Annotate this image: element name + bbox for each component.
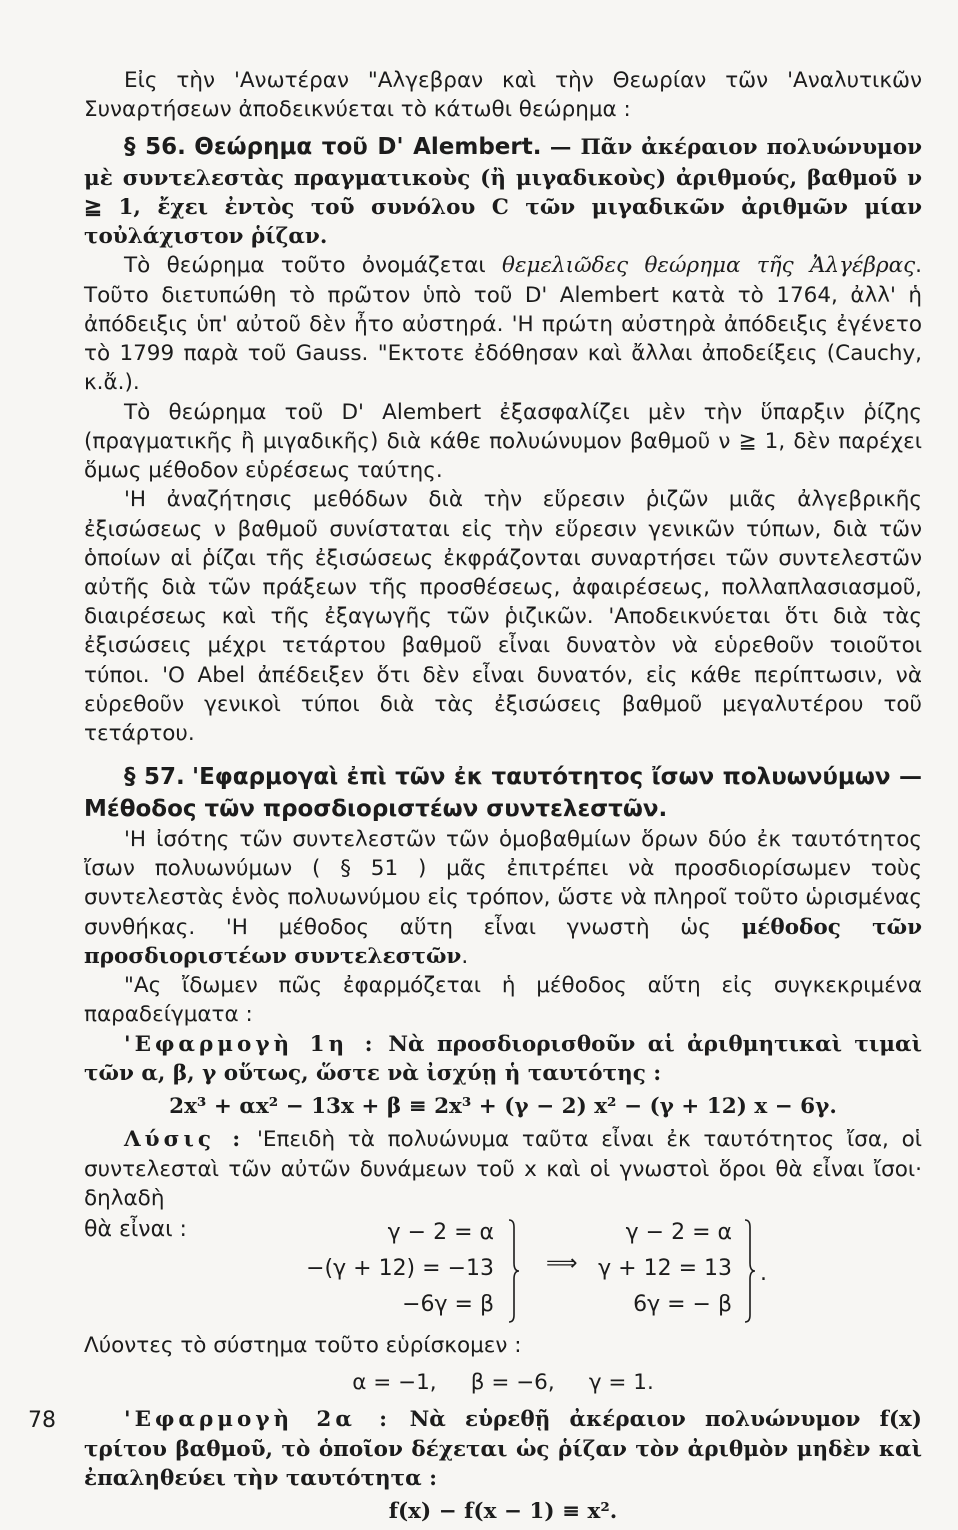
section-56-statement: — Πᾶν ἀκέραιον πολυώνυμον μὲ συντελεστὰς πραγματικοὺς (ἢ μιγαδικοὺς) ἀριθμούς, βαθμοῦ ν ≧ 1, ἔχει ἐντὸς τοῦ συνόλου C τῶν μιγαδικῶν ἀριθμῶν μίαν τοὐλάχιστον ῥίζαν. bbox=[84, 135, 922, 250]
s56-p1-text-a: Τὸ θεώρημα τοῦτο ὀνομάζεται bbox=[124, 253, 503, 279]
s56-p1-italic: θεμελιῶδες θεώρημα τῆς Ἀλγέβρας bbox=[502, 253, 916, 279]
application-2-label: 'Εφαρμογὴ 2α : bbox=[124, 1407, 392, 1433]
solving-text: Λύοντες τὸ σύστημα τοῦτο εὑρίσκομεν : bbox=[84, 1333, 522, 1358]
section-57-number: § 57. bbox=[124, 764, 185, 791]
s57-p1-text-a: 'Η ἰσότης τῶν συντελεστῶν τῶν ὁμοβαθμίων ὅρων δύο ἐκ ταυτότητος ἴσων πολυωνύμων ( § 51 ) μᾶς ἐπιτρέπει νὰ προσδιορίσωμεν τοὺς συντελεστὰς ἑνὸς πολυωνύμου εἰς τρόπον, ὥστε νὰ πληροῖ τοῦτο ὡρισμένας συνθήκας. 'Η μέθοδος αὕτη εἶναι γνωστὴ ὡς bbox=[84, 826, 922, 940]
intro-paragraph: Εἰς τὴν 'Ανωτέραν "Αλγεβραν καὶ τὴν Θεωρίαν τῶν 'Αναλυτικῶν Συναρτήσεων ἀποδεικνύεται τὸ κάτωθι θεώρημα : bbox=[84, 68, 922, 123]
application-1-text: Νὰ προσδιορισθοῦν αἱ ἀριθμητικαὶ τιμαὶ τῶν α, β, γ οὕτως, ὥστε νὰ ἰσχύῃ ἡ ταυτότης : bbox=[84, 1031, 922, 1086]
application-2-formula: f(x) − f(x − 1) ≡ x². bbox=[388, 1499, 618, 1525]
application-1 bbox=[84, 1030, 922, 1088]
equation-system bbox=[84, 1215, 922, 1327]
s57-p1-text-b: . bbox=[461, 943, 469, 969]
section-57-paragraph-2: "Ας ἴδωμεν πῶς ἐφαρμόζεται ἡ μέθοδος αὕτη εἰς συγκεκριμένα παραδείγματα : bbox=[84, 973, 922, 1028]
section-56-number: § 56. bbox=[124, 134, 186, 161]
right-eq-2: γ + 12 = 13 bbox=[598, 1256, 732, 1281]
s56-p1-text-b: . Τοῦτο διετυπώθη τὸ πρῶτον ὑπὸ τοῦ D' Alembert κατὰ τὸ 1764, ἀλλ' ἡ ἀπόδειξις ὑπ' αὐτοῦ δὲν ἦτο αὐστηρά. 'Η πρώτη αὐστηρὰ ἀπόδειξις ἐγένετο τὸ 1799 παρὰ τοῦ Gauss. "Εκτοτε ἐδόθησαν καὶ ἄλλαι ἀποδείξεις (Cauchy, κ.ἄ.). bbox=[84, 253, 923, 396]
right-eq-1: γ − 2 = α bbox=[625, 1220, 732, 1245]
system-end-dot: . bbox=[760, 1261, 767, 1286]
section-57-heading bbox=[84, 762, 922, 825]
right-brace-left bbox=[508, 1219, 520, 1323]
section-56-title: Θεώρημα τοῦ D' Alembert. bbox=[194, 134, 542, 161]
page-number: 78 bbox=[28, 1408, 56, 1433]
application-1-label: 'Εφαρμογὴ 1η : bbox=[124, 1031, 377, 1057]
system-lead: θὰ εἶναι : bbox=[84, 1217, 187, 1242]
right-eq-3: 6γ = − β bbox=[633, 1292, 732, 1317]
application-2 bbox=[84, 1405, 922, 1493]
left-equations bbox=[244, 1215, 494, 1323]
section-56-paragraph-3: 'Η ἀναζήτησις μεθόδων διὰ τὴν εὕρεσιν ῥιζῶν μιᾶς ἀλγεβρικῆς ἐξισώσεως ν βαθμοῦ συνίσταται εἰς τὴν εὕρεσιν γενικῶν τύπων, διὰ τῶν ὁποίων αἱ ῥίζαι τῆς ἐξισώσεως ἐκφράζονται συναρτήσει τῶν συντελεστῶν αὐτῆς διὰ τῶν πράξεων τῆς προσθέσεως, ἀφαιρέσεως, πολλαπλασιασμοῦ, διαιρέσεως καὶ τῆς ἐξαγωγῆς τῶν ῥιζικῶν. 'Αποδεικνύεται ὅτι διὰ τὰς ἐξισώσεις μέχρι τετάρτου βαθμοῦ εἶναι δυνατὸν νὰ εὑρεθοῦν τοιοῦτοι τύποι. 'Ο Abel ἀπέδειξεν ὅτι δὲν εἶναι δυνατόν, εἰς κάθε περίπτωσιν, νὰ εὑρεθοῦν γενικοὶ τύποι διὰ τὰς ἐξισώσεις βαθμοῦ μεγαλυτέρου τοῦ τετάρτου. bbox=[84, 487, 922, 747]
section-57-title: 'Εφαρμογαὶ ἐπὶ τῶν ἐκ ταυτότητος ἴσων πολυωνύμων — Μέθοδος τῶν προσδιοριστέων συντελεστῶν. bbox=[84, 764, 922, 822]
page-body bbox=[84, 66, 922, 1530]
solution-label: Λύσις : bbox=[124, 1127, 245, 1153]
left-eq-3: −6γ = β bbox=[402, 1292, 494, 1317]
application-2-text: Νὰ εὑρεθῇ ἀκέραιον πολυώνυμον f(x) τρίτου βαθμοῦ, τὸ ὁποῖον δέχεται ὡς ῥίζαν τὸν ἀριθμὸν μηδὲν καὶ ἐπαληθεύει τὴν ταυτότητα : bbox=[84, 1407, 922, 1491]
implies-arrow: ⟹ bbox=[546, 1251, 578, 1276]
section-56-paragraph-2: Τὸ θεώρημα τοῦ D' Alembert ἐξασφαλίζει μὲν τὴν ὕπαρξιν ῥίζης (πραγματικῆς ἢ μιγαδικῆς) διὰ κάθε πολυώνυμον βαθμοῦ ν ≧ 1, δὲν παρέχει ὅμως μέθοδον εὑρέσεως ταύτης. bbox=[84, 399, 922, 484]
solution-text: 'Επειδὴ τὰ πολυώνυμα ταῦτα εἶναι ἐκ ταυτότητος ἴσα, οἱ συντελεσταὶ τῶν αὐτῶν δυνάμεων τοῦ x καὶ οἱ γνωστοὶ ὅροι θὰ εἶναι ἴσοι· δηλαδὴ bbox=[84, 1127, 923, 1211]
left-eq-1: γ − 2 = α bbox=[387, 1220, 494, 1245]
section-56-paragraph-1 bbox=[84, 251, 922, 397]
solution-result: α = −1, β = −6, γ = 1. bbox=[352, 1370, 654, 1396]
right-equations bbox=[524, 1215, 732, 1323]
solution-paragraph bbox=[84, 1125, 922, 1213]
section-56-heading bbox=[84, 132, 922, 251]
right-brace-right bbox=[744, 1219, 756, 1323]
application-1-formula: 2x³ + αx² − 13x + β ≡ 2x³ + (γ − 2) x² − (γ + 12) x − 6γ. bbox=[169, 1094, 837, 1120]
section-57-paragraph-1 bbox=[84, 825, 922, 971]
left-eq-2: −(γ + 12) = −13 bbox=[306, 1256, 494, 1281]
s57-p1-bold: μέθοδος τῶν προσδιοριστέων συντελεστῶν bbox=[84, 914, 922, 969]
